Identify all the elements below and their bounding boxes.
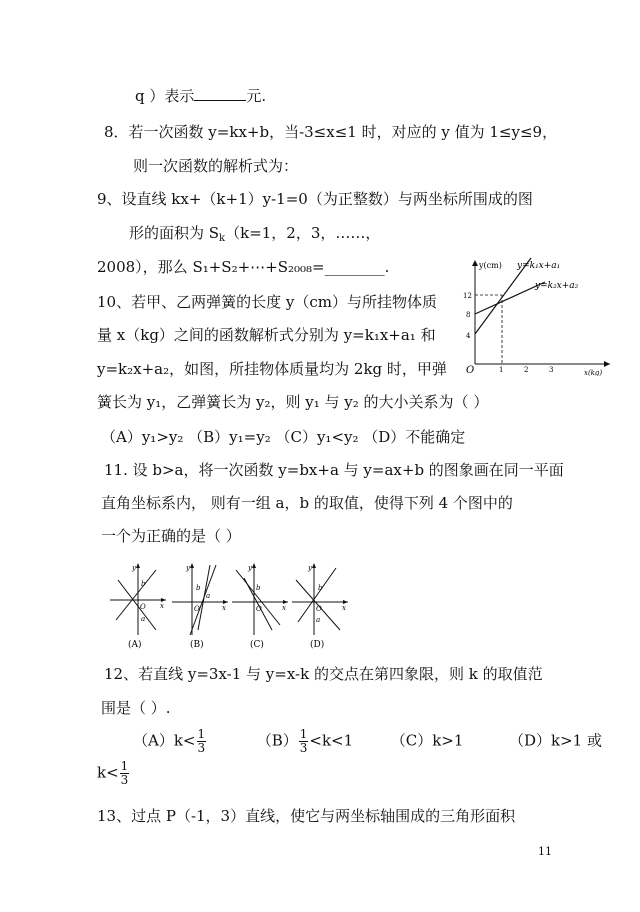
x-axis-label: x [222, 604, 226, 612]
page-number: 11 [538, 845, 552, 858]
option-label: (A) [128, 640, 142, 650]
x-tick: 2 [524, 366, 529, 374]
x-axis-label: x [342, 604, 346, 612]
option-label: (C) [250, 640, 264, 650]
x-tick: 1 [499, 366, 504, 374]
label-b: b [256, 584, 261, 592]
fraction-num: 1 [299, 727, 308, 741]
origin-label: O [466, 365, 475, 376]
origin-label: O [194, 605, 200, 613]
y-axis-label: y [308, 564, 312, 572]
label-b: b [318, 584, 323, 592]
y-axis-label: y(cm) [479, 261, 502, 270]
origin-label: O [140, 603, 146, 611]
fraction [299, 728, 309, 755]
line1-label: y=k₁x+a₁ [517, 261, 561, 271]
text-line [135, 86, 266, 106]
text-fragment: 元. [246, 87, 267, 105]
graph-option-b [170, 560, 230, 650]
origin-label: O [256, 605, 262, 613]
option-d-cont: k< [97, 763, 119, 782]
graph-option-c [230, 560, 290, 650]
label-a: a [206, 592, 211, 600]
line2-label: y=k₂x+a₂ [535, 281, 579, 291]
answer-blank [194, 86, 246, 101]
fraction [197, 728, 207, 755]
x-axis-label: x(kg) [584, 369, 603, 376]
spring-length-graph [455, 254, 615, 376]
label-a: a [141, 615, 146, 623]
label-b: b [196, 584, 201, 592]
fraction-den: 3 [299, 741, 308, 755]
question-9: 9、设直线 kx+（k+1）y-1=0（为正整数）与两坐标所围成的图 [97, 190, 533, 208]
text-fragment: 形的面积为 S [129, 224, 220, 242]
subscript: k [219, 233, 226, 244]
label-b: b [141, 580, 146, 588]
question-12: 12、若直线 y=3x-1 与 y=x-k 的交点在第四象限，则 k 的取值范 [104, 665, 543, 683]
question-8: 8．若一次函数 y=kx+b，当-3≤x≤1 时，对应的 y 值为 1≤y≤9， [104, 123, 558, 141]
question-10-cont: 量 x（kg）之间的函数解析式分别为 y=k₁x+a₁ 和 [97, 326, 436, 344]
label-a: a [316, 616, 321, 624]
y-axis-label: y [186, 564, 190, 572]
question-12-cont: 围是（ ）. [101, 699, 171, 717]
question-12-options [133, 728, 602, 762]
option-label: (D) [310, 640, 325, 650]
fraction-num: 1 [197, 727, 206, 741]
fraction-num: 1 [120, 759, 129, 773]
option-b-cont: <k<1 [309, 731, 354, 750]
text-fragment: （k=1，2，3，……， [225, 224, 381, 242]
question-10-options: （A）y₁>y₂ （B）y₁=y₂ （C）y₁<y₂ （D）不能确定 [101, 428, 466, 446]
y-tick: 12 [463, 292, 472, 300]
y-axis-label: y [132, 564, 136, 572]
text-fragment: q ）表示 [135, 87, 195, 105]
x-axis-label: x [160, 602, 164, 610]
question-10-cont2: y=k₂x+a₂，如图，所挂物体质量均为 2kg 时，甲弹 [97, 360, 447, 378]
option-a: （A）k< [133, 731, 196, 750]
option-label: (B) [190, 640, 204, 650]
fraction-den: 3 [197, 741, 206, 755]
x-tick: 3 [549, 366, 554, 374]
option-d: （D）k>1 或 [508, 731, 602, 750]
question-8-cont: 则一次函数的解析式为： [133, 157, 299, 175]
question-12-options-cont [97, 760, 130, 794]
option-b: （B） [256, 731, 298, 750]
question-13: 13、过点 P（-1，3）直线，使它与两坐标轴围成的三角形面积 [97, 807, 516, 825]
y-tick: 4 [466, 332, 471, 340]
question-9-cont [129, 223, 380, 249]
question-10-cont3: 簧长为 y₁，乙弹簧长为 y₂，则 y₁ 与 y₂ 的大小关系为（ ） [97, 393, 489, 411]
question-11-cont2: 一个为正确的是（ ） [101, 527, 241, 545]
graph-option-a [108, 560, 168, 650]
question-9-cont2: 2008），那么 S₁+S₂+⋯+S₂₀₀₈=________. [97, 258, 390, 276]
x-axis-label: x [282, 604, 286, 612]
question-11: 11. 设 b>a，将一次函数 y=bx+a 与 y=ax+b 的图象画在同一平面 [104, 461, 564, 479]
question-11-cont: 直角坐标系内， 则有一组 a，b 的取值，使得下列 4 个图中的 [101, 494, 513, 512]
origin-label: O [316, 605, 322, 613]
fraction [120, 760, 130, 787]
fraction-den: 3 [120, 773, 129, 787]
option-c: （C）k>1 [390, 731, 464, 750]
y-tick: 8 [466, 311, 471, 319]
y-axis-label: y [248, 564, 252, 572]
question-10: 10、若甲、乙两弹簧的长度 y（cm）与所挂物体质 [97, 293, 437, 311]
graph-option-d [290, 560, 350, 650]
